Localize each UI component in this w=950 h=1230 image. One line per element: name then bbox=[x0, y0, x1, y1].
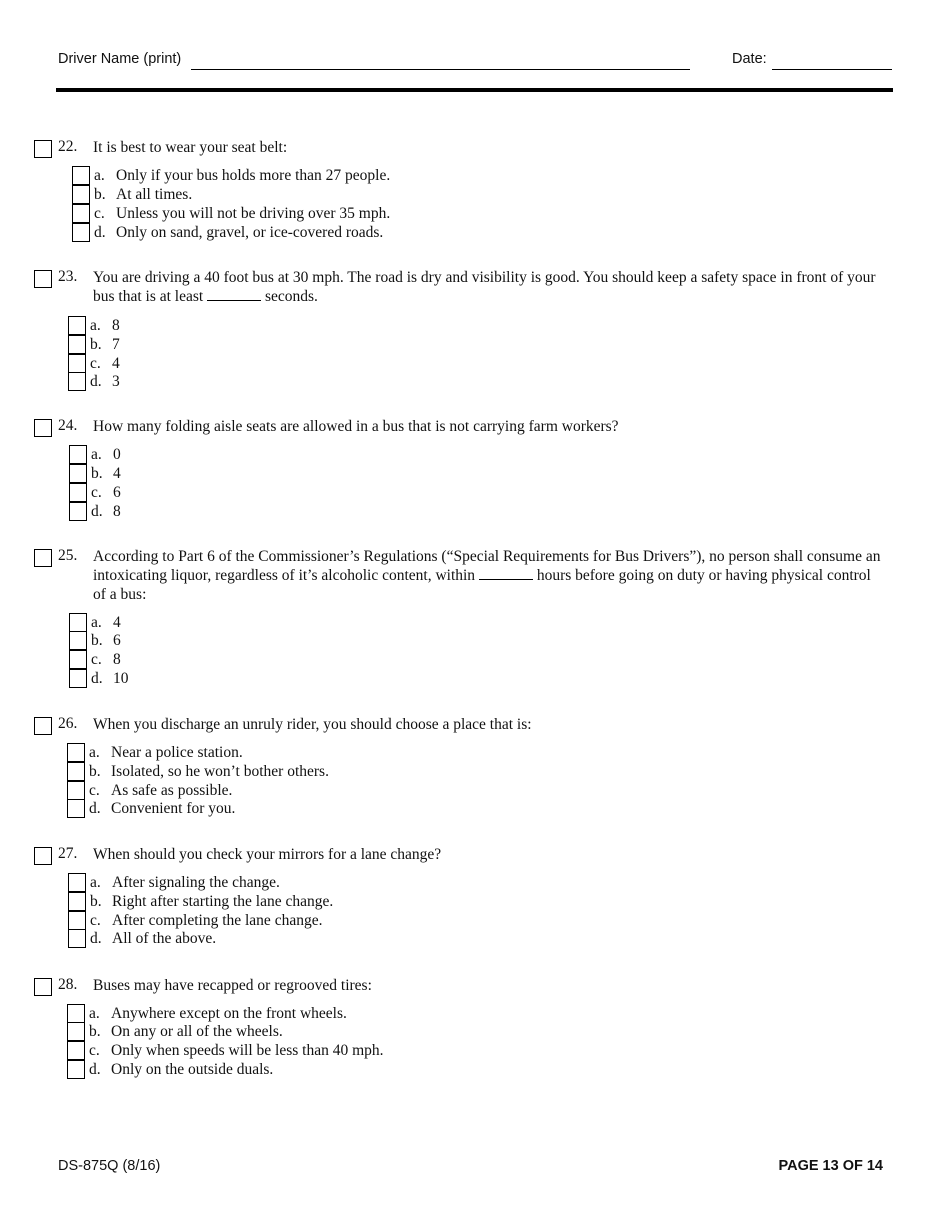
option-text: Right after starting the lane change. bbox=[112, 893, 334, 910]
question-text: When should you check your mirrors for a lane change? bbox=[93, 846, 442, 863]
option-letter: d. bbox=[90, 930, 102, 947]
option-text: 8 bbox=[113, 651, 121, 668]
date-label: Date: bbox=[732, 51, 767, 67]
option-letter: c. bbox=[89, 782, 100, 799]
option-checkbox[interactable] bbox=[69, 650, 87, 669]
option-checkbox[interactable] bbox=[69, 669, 87, 688]
option-letter: d. bbox=[91, 503, 103, 520]
question-number: 22. bbox=[58, 138, 78, 155]
option-letter: c. bbox=[90, 912, 101, 929]
question-text-part1: You are driving a 40 foot bus at 30 mph. The road is dry and visibility is good. You should keep a safety space in front of your bus that is at least bbox=[93, 269, 876, 305]
option-letter: b. bbox=[91, 465, 103, 482]
page-number: PAGE 13 OF 14 bbox=[778, 1158, 883, 1174]
option-checkbox[interactable] bbox=[67, 799, 85, 818]
option-letter: a. bbox=[89, 1005, 100, 1022]
option-text: 3 bbox=[112, 373, 120, 390]
question-text bbox=[93, 268, 883, 306]
option-letter: b. bbox=[94, 186, 106, 203]
option-checkbox[interactable] bbox=[72, 166, 90, 185]
option-letter: a. bbox=[89, 744, 100, 761]
option-checkbox[interactable] bbox=[68, 316, 86, 335]
question-text: It is best to wear your seat belt: bbox=[93, 139, 288, 156]
answer-blank bbox=[479, 566, 533, 580]
option-text: Only when speeds will be less than 40 mph. bbox=[111, 1042, 384, 1059]
option-checkbox[interactable] bbox=[68, 354, 86, 373]
header bbox=[58, 49, 892, 73]
question-checkbox[interactable] bbox=[34, 549, 52, 567]
option-text: Only if your bus holds more than 27 people. bbox=[116, 167, 391, 184]
option-text: Isolated, so he won’t bother others. bbox=[111, 763, 329, 780]
option-letter: c. bbox=[91, 484, 102, 501]
option-checkbox[interactable] bbox=[69, 483, 87, 502]
option-text: Only on the outside duals. bbox=[111, 1061, 274, 1078]
option-checkbox[interactable] bbox=[68, 892, 86, 911]
option-checkbox[interactable] bbox=[68, 335, 86, 354]
option-checkbox[interactable] bbox=[67, 1041, 85, 1060]
option-text: 0 bbox=[113, 446, 121, 463]
question-text: Buses may have recapped or regrooved tires: bbox=[93, 977, 372, 994]
answer-blank bbox=[207, 287, 261, 301]
question-text: When you discharge an unruly rider, you should choose a place that is: bbox=[93, 716, 532, 733]
question-text-part1: According to Part 6 of the Commissioner’s Regulations (“Special Requirements for Bus Drivers”), no person shall consume an intoxicating liquor, regardless of it’s alcoholic content, within bbox=[93, 548, 881, 584]
option-letter: d. bbox=[94, 224, 106, 241]
option-checkbox[interactable] bbox=[69, 445, 87, 464]
option-text: 6 bbox=[113, 484, 121, 501]
option-text: 4 bbox=[113, 614, 121, 631]
option-text: 6 bbox=[113, 632, 121, 649]
question-checkbox[interactable] bbox=[34, 978, 52, 996]
option-checkbox[interactable] bbox=[67, 743, 85, 762]
question-text-part2: hours before going on duty or having physical control of a bus: bbox=[93, 567, 871, 603]
driver-name-field[interactable] bbox=[191, 69, 690, 70]
option-checkbox[interactable] bbox=[69, 613, 87, 632]
option-text: As safe as possible. bbox=[111, 782, 233, 799]
option-text: After completing the lane change. bbox=[112, 912, 323, 929]
option-checkbox[interactable] bbox=[67, 781, 85, 800]
option-text: Unless you will not be driving over 35 mph. bbox=[116, 205, 391, 222]
option-checkbox[interactable] bbox=[72, 185, 90, 204]
option-text: After signaling the change. bbox=[112, 874, 280, 891]
option-text: 10 bbox=[113, 670, 129, 687]
option-checkbox[interactable] bbox=[69, 631, 87, 650]
option-checkbox[interactable] bbox=[68, 873, 86, 892]
option-text: Convenient for you. bbox=[111, 800, 236, 817]
option-letter: c. bbox=[90, 355, 101, 372]
option-letter: c. bbox=[91, 651, 102, 668]
option-checkbox[interactable] bbox=[67, 1060, 85, 1079]
option-letter: d. bbox=[89, 1061, 101, 1078]
option-text: Only on sand, gravel, or ice-covered roads. bbox=[116, 224, 384, 241]
option-letter: a. bbox=[90, 874, 101, 891]
option-checkbox[interactable] bbox=[67, 762, 85, 781]
question-number: 28. bbox=[58, 976, 78, 993]
question-checkbox[interactable] bbox=[34, 140, 52, 158]
option-letter: a. bbox=[91, 446, 102, 463]
option-letter: b. bbox=[89, 1023, 101, 1040]
question-text bbox=[93, 547, 883, 604]
option-letter: a. bbox=[91, 614, 102, 631]
option-letter: b. bbox=[90, 893, 102, 910]
option-text: At all times. bbox=[116, 186, 193, 203]
date-field[interactable] bbox=[772, 69, 892, 70]
question-number: 23. bbox=[58, 268, 78, 285]
driver-name-label: Driver Name (print) bbox=[58, 51, 182, 67]
question-text: How many folding aisle seats are allowed in a bus that is not carrying farm workers? bbox=[93, 418, 619, 435]
option-checkbox[interactable] bbox=[68, 911, 86, 930]
option-letter: b. bbox=[91, 632, 103, 649]
question-text-part2: seconds. bbox=[264, 288, 318, 305]
option-letter: c. bbox=[94, 205, 105, 222]
option-checkbox[interactable] bbox=[67, 1022, 85, 1041]
question-checkbox[interactable] bbox=[34, 847, 52, 865]
option-text: All of the above. bbox=[112, 930, 217, 947]
option-letter: d. bbox=[89, 800, 101, 817]
option-text: 8 bbox=[112, 317, 120, 334]
question-number: 27. bbox=[58, 845, 78, 862]
header-rule bbox=[56, 88, 893, 92]
option-checkbox[interactable] bbox=[69, 502, 87, 521]
option-letter: b. bbox=[89, 763, 101, 780]
option-checkbox[interactable] bbox=[68, 372, 86, 391]
option-text: 4 bbox=[113, 465, 121, 482]
option-text: 7 bbox=[112, 336, 120, 353]
question-checkbox[interactable] bbox=[34, 419, 52, 437]
option-letter: d. bbox=[91, 670, 103, 687]
option-checkbox[interactable] bbox=[72, 204, 90, 223]
option-checkbox[interactable] bbox=[67, 1004, 85, 1023]
option-letter: c. bbox=[89, 1042, 100, 1059]
option-text: 4 bbox=[112, 355, 120, 372]
option-text: Near a police station. bbox=[111, 744, 243, 761]
option-letter: a. bbox=[94, 167, 105, 184]
question-number: 26. bbox=[58, 715, 78, 732]
form-id: DS-875Q (8/16) bbox=[58, 1158, 161, 1174]
option-text: 8 bbox=[113, 503, 121, 520]
option-checkbox[interactable] bbox=[72, 223, 90, 242]
question-checkbox[interactable] bbox=[34, 270, 52, 288]
option-letter: b. bbox=[90, 336, 102, 353]
option-checkbox[interactable] bbox=[69, 464, 87, 483]
option-text: On any or all of the wheels. bbox=[111, 1023, 283, 1040]
option-letter: a. bbox=[90, 317, 101, 334]
option-text: Anywhere except on the front wheels. bbox=[111, 1005, 347, 1022]
option-checkbox[interactable] bbox=[68, 929, 86, 948]
question-checkbox[interactable] bbox=[34, 717, 52, 735]
option-letter: d. bbox=[90, 373, 102, 390]
question-number: 24. bbox=[58, 417, 78, 434]
question-number: 25. bbox=[58, 547, 78, 564]
